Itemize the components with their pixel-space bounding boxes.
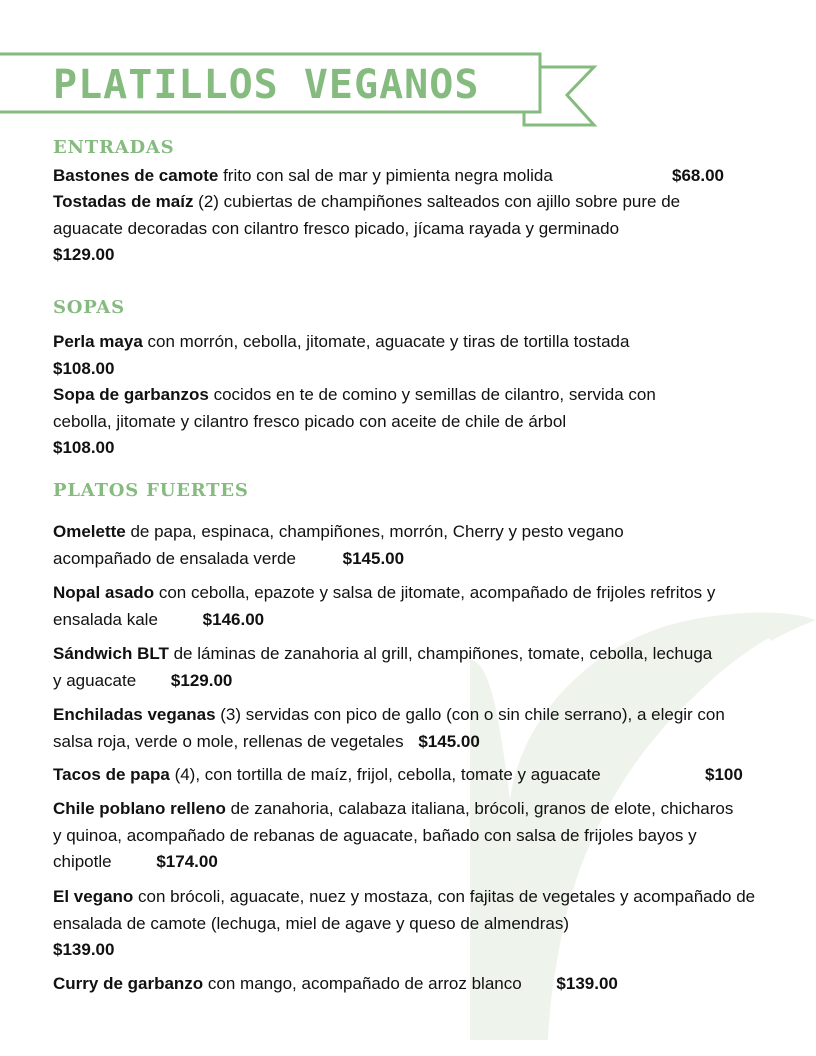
item-description: con mango, acompañado de arroz blanco bbox=[203, 974, 522, 993]
item-price: $139.00 bbox=[53, 940, 115, 959]
section-title-entradas: ENTRADAS bbox=[53, 137, 175, 158]
item-name: Curry de garbanzo bbox=[53, 974, 204, 993]
item-name: El vegano bbox=[53, 887, 134, 906]
item-price: $129.00 bbox=[170, 670, 233, 690]
item-name: Sándwich BLT bbox=[53, 644, 169, 663]
item-price: $145.00 bbox=[342, 548, 405, 568]
menu-item bbox=[53, 189, 733, 269]
item-description: con morrón, cebolla, jitomate, aguacate y tiras de tortilla tostada bbox=[142, 332, 630, 351]
item-price: $68.00 bbox=[672, 166, 724, 185]
page-title: PLATILLOS VEGANOS bbox=[53, 62, 480, 108]
item-description: de láminas de zanahoria al grill, champiñones, tomate, cebolla, lechuga y aguacate bbox=[53, 644, 713, 690]
menu-item bbox=[53, 329, 783, 382]
item-name: Tacos de papa bbox=[53, 765, 170, 784]
item-description: de papa, espinaca, champiñones, morrón, Cherry y pesto vegano acompañado de ensalada verde bbox=[53, 522, 624, 568]
menu-item bbox=[53, 519, 703, 572]
item-name: Sopa de garbanzos bbox=[53, 385, 209, 404]
menu-item bbox=[53, 971, 783, 998]
item-price: $129.00 bbox=[53, 245, 115, 264]
menu-item bbox=[53, 702, 763, 755]
item-description: frito con sal de mar y pimienta negra molida bbox=[218, 166, 553, 185]
item-name: Perla maya bbox=[53, 332, 143, 351]
section-title-sopas: SOPAS bbox=[53, 297, 125, 318]
item-description: con cebolla, epazote y salsa de jitomate, acompañado de frijoles refritos y ensalada kale bbox=[53, 583, 716, 629]
item-price: $146.00 bbox=[202, 609, 265, 629]
item-price: $100 bbox=[705, 765, 743, 784]
item-description: (3) servidas con pico de gallo (con o sin chile serrano), a elegir con salsa roja, verde o mole, rellenas de vegetales bbox=[53, 705, 725, 751]
menu-item bbox=[53, 163, 783, 190]
item-name: Bastones de camote bbox=[53, 166, 219, 185]
item-name: Tostadas de maíz bbox=[53, 192, 194, 211]
item-price: $108.00 bbox=[53, 358, 115, 378]
menu-item bbox=[53, 796, 743, 876]
menu-item bbox=[53, 641, 718, 694]
item-name: Omelette bbox=[53, 522, 126, 541]
item-description: con brócoli, aguacate, nuez y mostaza, con fajitas de vegetales y acompañado de ensalada de camote (lechuga, miel de agave y queso de almendras) bbox=[53, 887, 756, 933]
item-price: $145.00 bbox=[418, 731, 480, 751]
banner-ribbon-tail bbox=[524, 67, 594, 125]
item-name: Chile poblano relleno bbox=[53, 799, 226, 818]
item-price: $139.00 bbox=[556, 974, 618, 993]
item-description: (4), con tortilla de maíz, frijol, cebolla, tomate y aguacate bbox=[169, 765, 601, 784]
item-price: $108.00 bbox=[53, 438, 115, 457]
item-description: (2) cubiertas de champiñones salteados con ajillo sobre pure de aguacate decoradas con cilantro fresco picado, jícama rayada y germinado bbox=[53, 192, 681, 238]
item-description: cocidos en te de comino y semillas de cilantro, servida con cebolla, jitomate y cilantro fresco picado con aceite de chile de árbol bbox=[53, 385, 656, 431]
item-name: Enchiladas veganas bbox=[53, 705, 216, 724]
menu-item bbox=[53, 884, 783, 964]
menu-item bbox=[53, 762, 783, 789]
section-title-platos-fuertes: PLATOS FUERTES bbox=[53, 480, 249, 501]
item-price: $174.00 bbox=[156, 852, 218, 871]
item-description: de zanahoria, calabaza italiana, brócoli, granos de elote, chicharos y quinoa, acompañado de rebanas de aguacate, bañado con salsa de frijoles bayos y chipotle bbox=[53, 799, 734, 871]
menu-item bbox=[53, 580, 733, 633]
item-name: Nopal asado bbox=[53, 583, 155, 602]
menu-item bbox=[53, 382, 703, 462]
